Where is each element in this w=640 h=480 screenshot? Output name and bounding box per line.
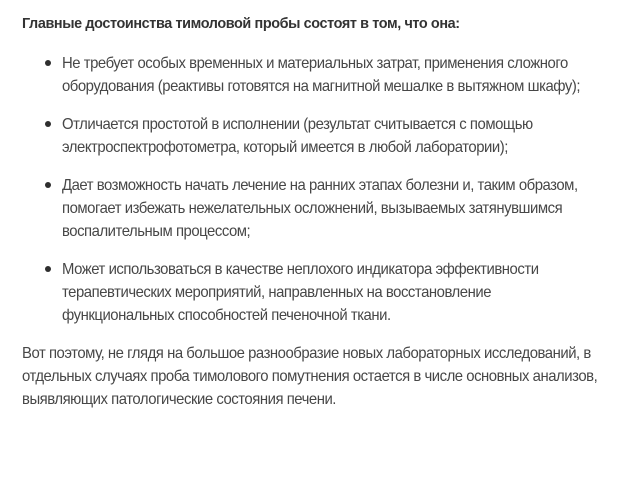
list-item-no-costs: [62, 52, 620, 98]
list-item-efficiency-indicator: [62, 258, 620, 327]
section-heading: Главные достоинства тимоловой пробы состоят в том, что она:: [22, 15, 460, 32]
bullet-icon: [45, 60, 51, 66]
bullet-icon: [45, 266, 51, 272]
paragraph-line: выявляющих патологические состояния печени.: [22, 391, 336, 408]
list-item-line: терапевтических мероприятий, направленных на восстановление: [62, 284, 492, 301]
list-item-line: Отличается простотой в исполнении (результат считывается с помощью: [62, 116, 533, 133]
list-item-early-treatment: [62, 174, 620, 243]
paragraph-line: Вот поэтому, не глядя на большое разнообразие новых лабораторных исследований, в: [22, 345, 591, 362]
list-item-line: оборудования (реактивы готовятся на магнитной мешалке в вытяжном шкафу);: [62, 78, 581, 95]
list-item-simplicity: [62, 113, 620, 159]
list-item-line: Может использоваться в качестве неплохого индикатора эффективности: [62, 261, 539, 278]
list-item-line: электроспектрофотометра, который имеется в любой лаборатории);: [62, 139, 508, 156]
paragraph-line: отдельных случаях проба тимолового помутнения остается в числе основных анализов,: [22, 368, 598, 385]
list-item-line: помогает избежать нежелательных осложнений, вызываемых затянувшимся: [62, 200, 563, 217]
bullet-icon: [45, 182, 51, 188]
advantages-list: [22, 52, 620, 327]
list-item-line: Не требует особых временных и материальных затрат, применения сложного: [62, 55, 568, 72]
list-item-line: функциональных способностей печеночной ткани.: [62, 307, 391, 324]
bullet-icon: [45, 121, 51, 127]
list-item-line: Дает возможность начать лечение на ранних этапах болезни и, таким образом,: [62, 177, 578, 194]
list-item-line: воспалительным процессом;: [62, 223, 251, 240]
conclusion-paragraph: [22, 342, 620, 411]
